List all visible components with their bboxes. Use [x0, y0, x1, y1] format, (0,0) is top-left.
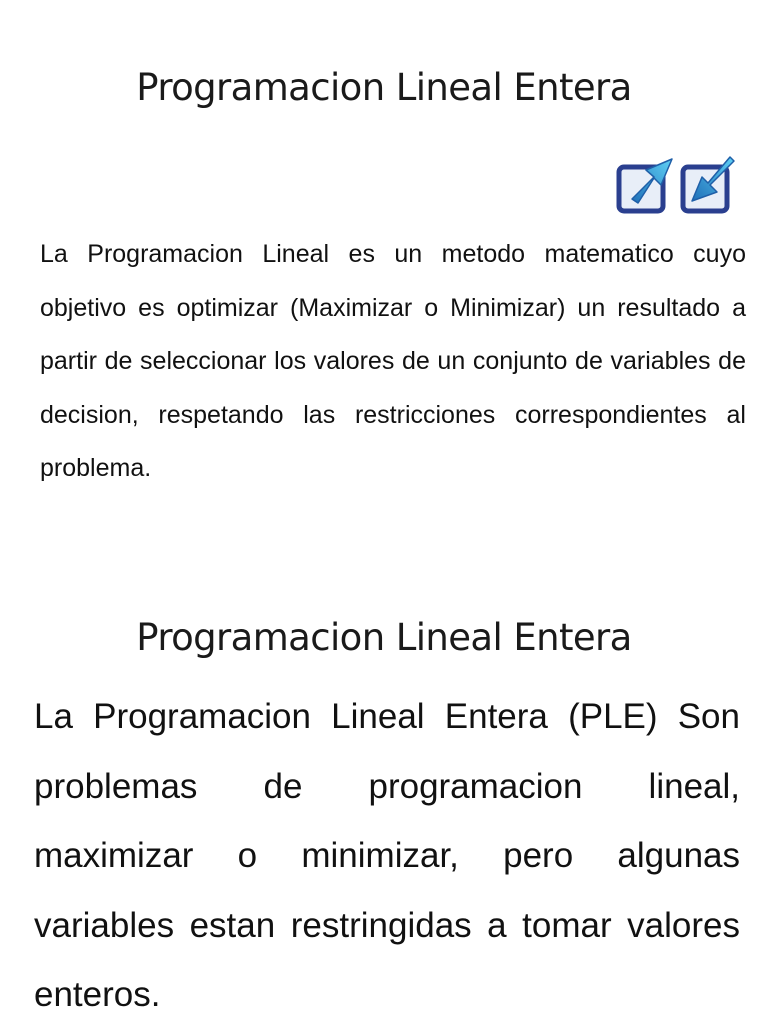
external-link-out-icon [616, 155, 674, 215]
external-link-in-icon [680, 155, 738, 215]
slide-1-paragraph: La Programacion Lineal es un metodo matematico cuyo objetivo es optimizar (Maximizar o Minimizar) un resultado a partir de seleccionar los valores de un conjunto de variables de decision, respetando las restricciones correspondientes al problema. [40, 240, 746, 482]
slide-2 [0, 580, 768, 1024]
slide-2-title: Programacion Lineal Entera [136, 616, 632, 659]
slide-2-paragraph: La Programacion Lineal Entera (PLE) Son problemas de programacion lineal, maximizar o minimizar, pero algunas variables estan restringidas a tomar valores enteros. [34, 697, 740, 1014]
slide-1-title: Programacion Lineal Entera [136, 66, 632, 109]
link-icons [616, 155, 740, 217]
